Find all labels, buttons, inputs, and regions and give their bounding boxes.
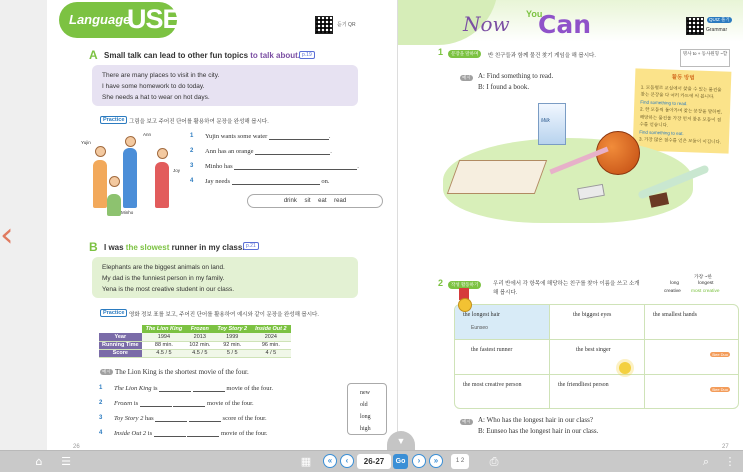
table-row: Year 1994 2013 1999 2024 bbox=[99, 333, 291, 341]
grid-cell[interactable]: the most creative person bbox=[455, 375, 550, 409]
answer-blank[interactable] bbox=[159, 385, 191, 392]
you-title: You bbox=[526, 9, 543, 19]
box-b-line-2: My dad is the funniest person in my family. bbox=[102, 275, 225, 282]
practice-b-label: Practice bbox=[100, 309, 127, 317]
practice-a-instruction: 그림을 보고 주어진 단어를 활용하여 문장을 완성해 봅시다. bbox=[129, 119, 269, 125]
header-language-label: Language bbox=[69, 12, 131, 27]
practice-a-label: Practice bbox=[100, 116, 127, 124]
page-number-input[interactable]: 26-27 bbox=[357, 454, 391, 469]
question-row: 1 Yujin wants some water . bbox=[190, 133, 331, 140]
section-a-page-ref[interactable]: p.19 bbox=[299, 51, 315, 59]
objects-illustration: Milk bbox=[428, 98, 708, 220]
left-page bbox=[47, 0, 398, 450]
grid-cell[interactable]: the smallest hands bbox=[645, 305, 739, 340]
table-row: Score 4.5 / 5 4.5 / 5 5 / 5 4 / 5 bbox=[99, 349, 291, 357]
answer-blank[interactable] bbox=[173, 400, 205, 407]
grammar-tip: 명사 to + 동사원형 ~할 bbox=[680, 49, 730, 67]
open-book bbox=[447, 160, 547, 194]
two-page-view-button[interactable]: 1 2 bbox=[451, 454, 469, 469]
section-b-page-ref[interactable]: p.21 bbox=[243, 242, 259, 250]
can-title: Can bbox=[538, 10, 592, 39]
header-use-label: USE bbox=[127, 4, 180, 34]
table-row: Running Time 88 min. 102 min. 92 min. 96 min. bbox=[99, 341, 291, 349]
next-page-icon[interactable]: › bbox=[412, 454, 426, 468]
answer-blank[interactable] bbox=[187, 430, 219, 437]
answer-blank[interactable] bbox=[255, 148, 330, 155]
box-a-line-2: I have some homework to do today. bbox=[102, 83, 205, 90]
question-row: 3 Toy Story 2 has score of the four. bbox=[99, 415, 267, 422]
question-row: 2 Ann has an orange . bbox=[190, 148, 332, 155]
answer-blank[interactable] bbox=[154, 430, 186, 437]
medal-icon bbox=[458, 298, 472, 312]
grid-cell[interactable]: Bee Duo bbox=[645, 340, 739, 375]
dialog-1: A: Find something to read. B: I found a book. bbox=[478, 72, 554, 91]
box-a-line-1: There are many places to visit in the city. bbox=[102, 72, 220, 79]
box-b-line-3: Yena is the most creative student in our class. bbox=[102, 286, 234, 293]
grid-cell[interactable]: Bee Duo bbox=[712, 387, 728, 392]
kid-name-minho: Minho bbox=[121, 210, 134, 215]
right-page bbox=[398, 0, 743, 450]
grid-cell[interactable]: the friendliest person bbox=[550, 375, 645, 409]
answer-blank[interactable] bbox=[140, 400, 172, 407]
movie-info-table bbox=[99, 325, 291, 358]
grammar-box-b bbox=[92, 257, 358, 298]
go-button[interactable]: Go bbox=[393, 454, 408, 469]
grid-cell[interactable]: the longest hair Eunseo bbox=[455, 305, 550, 340]
quiz-tag[interactable]: QUIZ 풀기 bbox=[709, 17, 730, 22]
language-use-header bbox=[47, 0, 398, 40]
qr-code-icon[interactable] bbox=[686, 17, 704, 35]
kid-name-ann: Ann bbox=[143, 132, 152, 137]
now-title: Now bbox=[463, 12, 510, 36]
answer-blank[interactable] bbox=[269, 133, 329, 140]
practice-a-questions bbox=[190, 131, 390, 191]
collapse-panel-chevron-icon[interactable]: ▼ bbox=[387, 431, 415, 450]
grid-cell[interactable]: the fastest runner bbox=[455, 340, 550, 375]
thumbnail-grid-icon[interactable]: ▦ bbox=[300, 455, 312, 468]
qr-caption: 듣기 QR bbox=[337, 22, 356, 28]
answer-blank[interactable] bbox=[193, 385, 225, 392]
kid-name-yujin: Yujin bbox=[81, 140, 91, 145]
example-badge: 예시 bbox=[102, 369, 111, 374]
dialog-2: A: Who has the longest hair in our class? B: Eunseo has the longest hair in our class. bbox=[478, 416, 599, 435]
box-b-line-1: Elephants are the biggest animals on land. bbox=[102, 264, 225, 271]
right-page-number: 27 bbox=[722, 444, 729, 450]
practice-b-instruction: 영화 정보 표를 보고, 주어진 단어를 활용하여 예시와 같이 문장을 완성해 봅시다. bbox=[129, 312, 319, 318]
grammar-label: Grammar bbox=[706, 27, 728, 33]
table-header-row: The Lion King Frozen Toy Story 2 Inside Out 2 bbox=[99, 325, 291, 333]
task-2-badge: 작성 활동하기 bbox=[448, 281, 481, 289]
section-a-letter: A bbox=[89, 48, 98, 62]
task-2-instruction: 우리 반에서 각 항목에 해당하는 친구를 찾아 이름을 쓰고 소개해 봅시다. bbox=[493, 281, 640, 296]
dialog-badge: 예시 bbox=[462, 75, 471, 80]
question-row: 4 Inside Out 2 is movie of the four. bbox=[99, 430, 268, 437]
home-icon[interactable]: ⌂ bbox=[35, 455, 43, 468]
kids-illustration bbox=[81, 128, 191, 216]
activity-note: 활동 방법 1. 모둠별로 교실에서 찾을 수 있는 물건을 찾는 문장을 다 여러 카드에 써 봅니다. Find something to read. 2. 한 모둠씩 돌아가며 찾는 문장을 말하면, 해당하는 물건을 가장 먼저 찾은 모둠이 점수를 얻습니다. Find something to eat. 3. 가장 많은 점수를 얻은 모둠이 이깁니다. bbox=[633, 68, 732, 153]
last-page-icon[interactable]: » bbox=[429, 454, 443, 468]
viewer-toolbar bbox=[0, 450, 743, 472]
first-page-icon[interactable]: « bbox=[323, 454, 337, 468]
section-b-letter: B bbox=[89, 240, 98, 254]
question-row: 4 Jay needs on. bbox=[190, 178, 330, 185]
box-a-line-3: She needs a hat to wear on hot days. bbox=[102, 94, 210, 101]
class-survey-grid bbox=[454, 304, 739, 409]
dialog-badge: 예시 bbox=[462, 419, 471, 424]
task-2-number: 2 bbox=[438, 278, 444, 288]
prev-page-chevron-icon[interactable]: ‹ bbox=[0, 215, 14, 255]
word-bank-b: new old long high bbox=[347, 383, 387, 435]
more-menu-icon[interactable]: ⋮ bbox=[724, 455, 736, 468]
question-row: 3 Minho has . bbox=[190, 163, 359, 170]
answer-blank[interactable] bbox=[234, 163, 357, 170]
superlative-legend: 가장 ~한 long longest creative most creative bbox=[664, 275, 720, 294]
print-icon[interactable]: ⎙ bbox=[489, 455, 499, 468]
question-row: 2 Frozen is movie of the four. bbox=[99, 400, 254, 407]
left-page-number: 26 bbox=[73, 444, 80, 450]
answer-blank[interactable] bbox=[155, 415, 187, 422]
task-1-instruction: 반 친구들과 함께 물건 찾기 게임을 해 봅시다. bbox=[488, 53, 596, 59]
grid-cell[interactable]: the best singer bbox=[550, 340, 645, 375]
search-icon[interactable]: ⌕ bbox=[702, 455, 710, 468]
prev-page-icon[interactable]: ‹ bbox=[340, 454, 354, 468]
task-1-badge: 문장을 말하며 bbox=[448, 50, 481, 58]
qr-code-icon[interactable] bbox=[315, 16, 333, 34]
cell-name: Eunseo bbox=[471, 325, 488, 331]
word-bank-a: drink sit eat read bbox=[247, 194, 383, 208]
grammar-box-a bbox=[92, 65, 358, 106]
menu-list-icon[interactable]: ☰ bbox=[61, 455, 71, 468]
kid-name-joy: Joy bbox=[173, 168, 181, 173]
milk-carton bbox=[538, 103, 566, 145]
sparkle-icon bbox=[619, 362, 631, 374]
section-b-title: I was the slowest runner in my class. bbox=[104, 243, 245, 252]
answer-blank[interactable] bbox=[232, 178, 320, 185]
answer-blank[interactable] bbox=[189, 415, 221, 422]
section-a-title: Small talk can lead to other fun topics to talk about. bbox=[104, 51, 301, 60]
grid-cell[interactable]: the biggest eyes bbox=[550, 305, 645, 340]
task-1-number: 1 bbox=[438, 47, 444, 57]
question-row: 1 The Lion King is movie of the four. bbox=[99, 385, 273, 392]
example-sentence: The Lion King is the shortest movie of the four. bbox=[115, 368, 249, 376]
